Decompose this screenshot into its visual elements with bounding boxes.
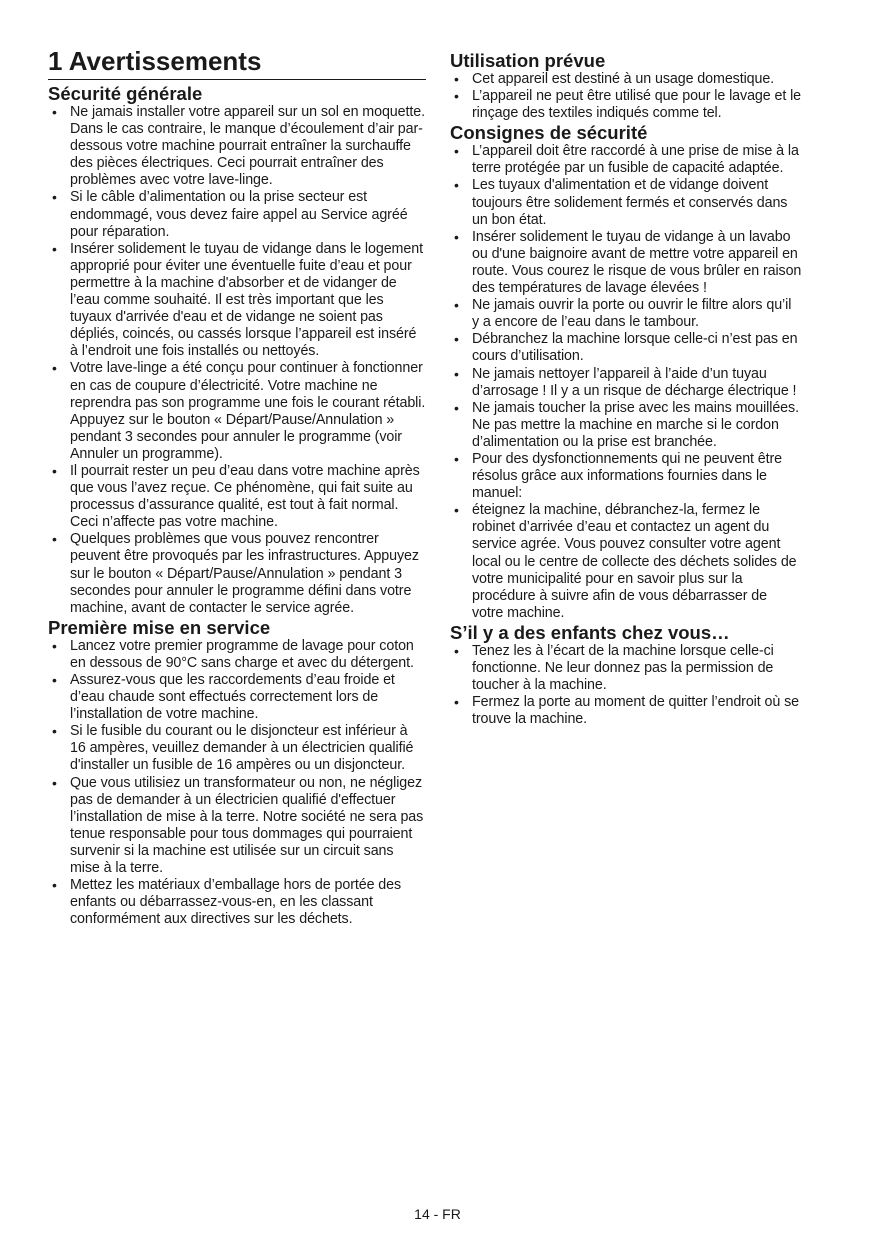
bullet-list [450, 71, 802, 122]
section-heading: S’il y a des enfants chez vous… [450, 621, 730, 643]
section-premiere-mise-en-service [48, 617, 426, 929]
left-column [48, 44, 426, 928]
section-enfants [450, 622, 802, 728]
list-item: • Ne jamais nettoyer l’appareil à l’aide d’un tuyau d’arrosage ! Il y a un risque de décharge électrique ! [450, 366, 802, 400]
list-item: • Lancez votre premier programme de lavage pour coton en dessous de 90°C sans charge et avec du détergent. [48, 638, 426, 672]
list-item: • Insérer solidement le tuyau de vidange dans le logement approprié pour éviter une éventuelle fuite d’eau et pour permettre à la machine d'absorber et de vidanger de l’eau comme souhaité. Il est très important que les tuyaux d'arrivée d'eau et de vidange ne soient pas dépliés, coincés, ou cassés lorsque l’appareil est inséré à l’endroit une fois installés ou nettoyés. [48, 241, 426, 361]
list-item: • Mettez les matériaux d’emballage hors de portée des enfants ou débarrassez-vous-en, en les classant conformément aux directives sur les déchets. [48, 877, 426, 928]
list-item: • Que vous utilisiez un transformateur ou non, ne négligez pas de demander à un électricien qualifié d'effectuer l’installation de mise à la terre. Notre société ne sera pas tenue responsable pour tous dommages qui pourraient survenir si la machine est utilisée sur un circuit sans mise à la terre. [48, 775, 426, 878]
list-item: • Assurez-vous que les raccordements d’eau froide et d’eau chaude sont effectués correctement lors de l’installation de votre machine. [48, 672, 426, 723]
section-securite-generale [48, 83, 426, 617]
list-item: • Pour des dysfonctionnements qui ne peuvent être résolus grâce aux informations fournies dans le manuel: [450, 451, 802, 502]
section-consignes-de-securite [450, 122, 802, 622]
section-heading: Première mise en service [48, 616, 271, 638]
list-item: • Ne jamais ouvrir la porte ou ouvrir le filtre alors qu’il y a encore de l’eau dans le tambour. [450, 297, 802, 331]
list-item: • L’appareil ne peut être utilisé que pour le lavage et le rinçage des textiles indiqués comme tel. [450, 88, 802, 122]
list-item: • Débranchez la machine lorsque celle-ci n’est pas en cours d’utilisation. [450, 331, 802, 365]
list-item: • Fermez la porte au moment de quitter l’endroit où se trouve la machine. [450, 694, 802, 728]
list-item: • Tenez les à l’écart de la machine lorsque celle-ci fonctionne. Ne leur donnez pas la permission de toucher à la machine. [450, 643, 802, 694]
section-heading: Consignes de sécurité [450, 122, 648, 144]
page-number: 14 - FR [414, 1206, 461, 1222]
bullet-list [450, 143, 802, 622]
bullet-list [450, 643, 802, 728]
bullet-list [48, 638, 426, 929]
chapter-title: 1 Avertissements [48, 44, 426, 80]
list-item: • Il pourrait rester un peu d’eau dans votre machine après que vous l’avez reçue. Ce phénomène, qui fait suite au processus d’assurance qualité, est tout à fait normal. Ceci n’affecte pas votre machine. [48, 463, 426, 531]
list-item: • Votre lave-linge a été conçu pour continuer à fonctionner en cas de coupure d’électricité. Votre machine ne reprendra pas son programme une fois le courant rétabli. Appuyez sur le bouton « Départ/Pause/Annulation » pendant 3 secondes pour annuler le programme (voir Annuler un programme). [48, 360, 426, 463]
section-utilisation-prevue [450, 50, 802, 122]
list-item: • Ne jamais toucher la prise avec les mains mouillées. Ne pas mettre la machine en marche si le cordon d’alimentation ou la prise est branchée. [450, 400, 802, 451]
list-item: • Insérer solidement le tuyau de vidange à un lavabo ou d'une baignoire avant de mettre votre appareil en route. Vous courez le risque de vous brûler en raison des températures de lavage élevées ! [450, 229, 802, 297]
right-column [450, 44, 802, 728]
section-heading: Utilisation prévue [450, 50, 606, 71]
list-item: • Cet appareil est destiné à un usage domestique. [450, 71, 802, 88]
bullet-list [48, 104, 426, 617]
list-item: • éteignez la machine, débranchez-la, fermez le robinet d’arrivée d’eau et contactez un agent du service agrée. Vous pouvez consulter votre agent local ou le centre de collecte des déchets solides de votre municipalité pour en savoir plus sur la procédure à suivre afin de vous débarrasser de votre machine. [450, 502, 802, 622]
list-item: • Quelques problèmes que vous pouvez rencontrer peuvent être provoqués par les infrastructures. Appuyez sur le bouton « Départ/Pause/Annulation » pendant 3 secondes pour annuler le programme défini dans votre machine, avant de contacter le service agrée. [48, 531, 426, 616]
list-item: • Les tuyaux d'alimentation et de vidange doivent toujours être solidement fermés et conservés dans un bon état. [450, 177, 802, 228]
list-item: • Si le câble d’alimentation ou la prise secteur est endommagé, vous devez faire appel au Service agréé pour réparation. [48, 189, 426, 240]
list-item: • L’appareil doit être raccordé à une prise de mise à la terre protégée par un fusible de capacité adaptée. [450, 143, 802, 177]
list-item: • Ne jamais installer votre appareil sur un sol en moquette. Dans le cas contraire, le manque d’écoulement d’air par-dessous votre machine pourrait entraîner la surchauffe des pièces électriques. Ceci pourrait entraîner des problèmes avec votre lave-linge. [48, 104, 426, 189]
list-item: • Si le fusible du courant ou le disjoncteur est inférieur à 16 ampères, veuillez demander à un électricien qualifié d'installer un fusible de 16 ampères ou un disjoncteur. [48, 723, 426, 774]
section-heading: Sécurité générale [48, 83, 203, 104]
